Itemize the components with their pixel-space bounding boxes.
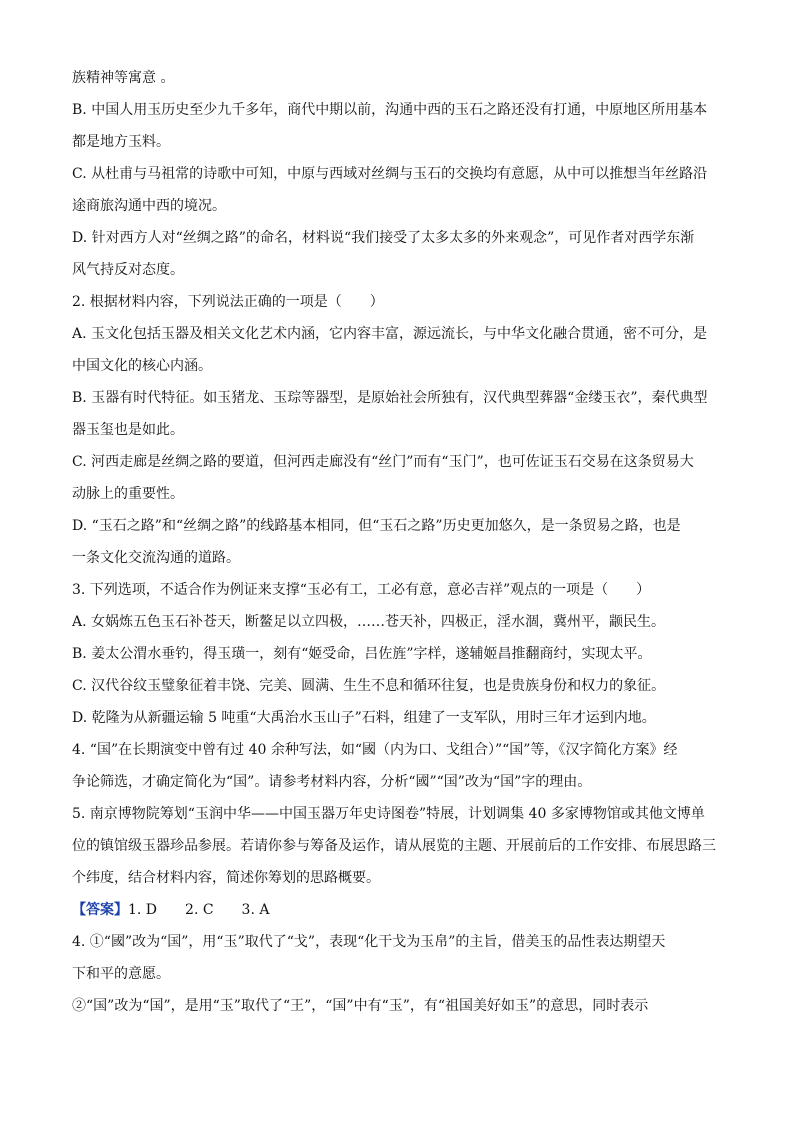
question-4: 4. “国”在长期演变中曾有过 40 余种写法，如“國（内为口、戈组合）”“国”等，《汉字简化方案》经 [72,742,678,758]
text-line: 中国文化的核心内涵。 [72,358,212,374]
text-line: B. 姜太公渭水垂钓，得玉璜一，刻有“姬受命，吕佐旌”字样，遂辅姬昌推翻商纣，实现太平。 [72,646,652,662]
question-3: 3. 下列选项，不适合作为例证来支撑“玉必有工，工必有意，意必吉祥”观点的一项是（ ） [72,582,651,598]
text-line: 风气持反对态度。 [72,262,184,278]
text-line: A. 玉文化包括玉器及相关文化艺术内涵，它内容丰富，源远流长，与中华文化融合贯通，密不可分，是 [72,326,708,342]
text-line: D. 乾隆为从新疆运输 5 吨重“大禹治水玉山子”石料，组建了一支军队，用时三年才运到内地。 [72,710,656,726]
text-line: 争论筛选，才确定简化为“国”。请参考材料内容，分析“國”“国”改为“国”字的理由。 [72,774,592,790]
text-line: 族精神等寓意 。 [72,70,175,86]
question-2: 2. 根据材料内容，下列说法正确的一项是（ ） [72,294,384,310]
text-line: C. 从杜甫与马祖常的诗歌中可知，中原与西域对丝绸与玉石的交换均有意愿，从中可以推想当年丝路沿 [72,166,708,182]
answer-text: 1. D 2. C 3. A [128,902,270,918]
text-line: 都是地方玉料。 [72,134,170,150]
text-line: 4. ①“國”改为“国”，用“玉”取代了“戈”，表现“化干戈为玉帛”的主旨，借美玉的品性表达期望天 [72,934,666,950]
text-line: A. 女娲炼五色玉石补苍天，断鳌足以立四极，……苍天补，四极正，淫水涸，冀州平，颛民生。 [72,614,666,630]
text-line: D. 针对西方人对“丝绸之路”的命名，材料说“我们接受了太多太多的外来观念”，可见作者对西学东渐 [72,230,695,246]
text-line: ②“国”改为“国”，是用“玉”取代了“王”，“国”中有“玉”，有“祖国美好如玉”的意思，同时表示 [72,998,649,1014]
text-line: B. 中国人用玉历史至少九千多年，商代中期以前，沟通中西的玉石之路还没有打通，中原地区所用基本 [72,102,708,118]
text-line: 途商旅沟通中西的境况。 [72,198,226,214]
answer-tag: 【答案】 [72,902,128,918]
text-line: 下和平的意愿。 [72,966,170,982]
text-line: D. “玉石之路”和“丝绸之路”的线路基本相同，但“玉石之路”历史更加悠久，是一条贸易之路，也是 [72,518,681,534]
text-line: 位的镇馆级玉器珍品参展。若请你参与筹备及运作，请从展览的主题、开展前后的工作安排、布展思路三 [72,838,716,854]
answer-line [72,894,724,926]
text-line: C. 汉代谷纹玉璧象征着丰饶、完美、圆满、生生不息和循环往复，也是贵族身份和权力的象征。 [72,678,666,694]
document-page [72,62,724,1022]
text-line: C. 河西走廊是丝绸之路的要道，但河西走廊没有“丝门”而有“玉门”，也可佐证玉石交易在这条贸易大 [72,454,694,470]
text-line: 一条文化交流沟通的道路。 [72,550,240,566]
text-line: 个纬度，结合材料内容，简述你筹划的思路概要。 [72,870,380,886]
text-line: 器玉玺也是如此。 [72,422,184,438]
text-line: B. 玉器有时代特征。如玉猪龙、玉琮等器型，是原始社会所独有，汉代典型葬器“金缕玉衣”，秦代典型 [72,390,708,406]
text-line: 动脉上的重要性。 [72,486,184,502]
question-5: 5. 南京博物院筹划“玉润中华——中国玉器万年史诗图卷”特展，计划调集 40 多家博物馆或其他文博单 [72,806,705,822]
